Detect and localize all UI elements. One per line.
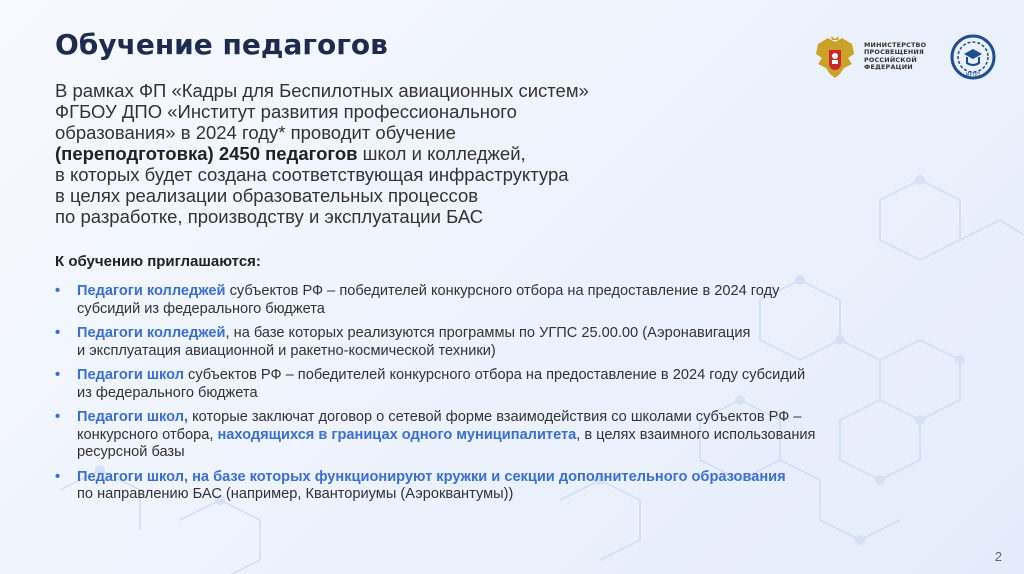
invited-list [55, 283, 955, 511]
list-item: • Педагоги школ, которые заключат договор о сетевой форме взаимодействия со школами субъектов РФ – конкурсного отбора, находящихся в границах одного муниципалитета, в целях взаимного использования ресурсной базы [55, 409, 955, 462]
page-title: Обучение педагогов [55, 28, 388, 61]
ministry-name: МИНИСТЕРСТВО ПРОСВЕЩЕНИЯ РОССИЙСКОЙ ФЕДЕРАЦИИ [864, 41, 927, 72]
intro-highlight: (переподготовка) 2450 педагогов [55, 143, 358, 164]
list-item: • Педагоги колледжей, на базе которых реализуются программы по УГПС 25.00.00 (Аэронавигация и эксплуатация авиационной и ракетно-космической техники) [55, 325, 955, 360]
list-item: • Педагоги школ субъектов РФ – победителей конкурсного отбора на предоставление в 2024 году субсидий из федерального бюджета [55, 367, 955, 402]
page-number: 2 [994, 549, 1002, 564]
invited-heading: К обучению приглашаются: [55, 253, 261, 270]
ministry-emblem-icon [812, 34, 858, 80]
list-item: • Педагоги колледжей субъектов РФ – победителей конкурсного отбора на предоставление в 2024 году субсидий из федерального бюджета [55, 283, 955, 318]
intro-paragraph: В рамках ФП «Кадры для Беспилотных авиационных систем» ФГБОУ ДПО «Институт развития профессионального образования» в 2024 году* проводит обучение (переподготовка) 2450 педагогов школ и колледжей, в которых будет создана соответствующая инфраструктура в целях реализации образовательных процессов по разработке, производству и эксплуатации БАС [55, 80, 589, 227]
list-item: • Педагоги школ, на базе которых функционируют кружки и секции дополнительного образования по направлению БАС (например, Кванториумы (Аэроквантумы)) [55, 469, 955, 504]
logos-block [812, 34, 998, 84]
svg-text:ИРПО: ИРПО [965, 72, 981, 78]
irpo-logo-icon [950, 34, 996, 80]
